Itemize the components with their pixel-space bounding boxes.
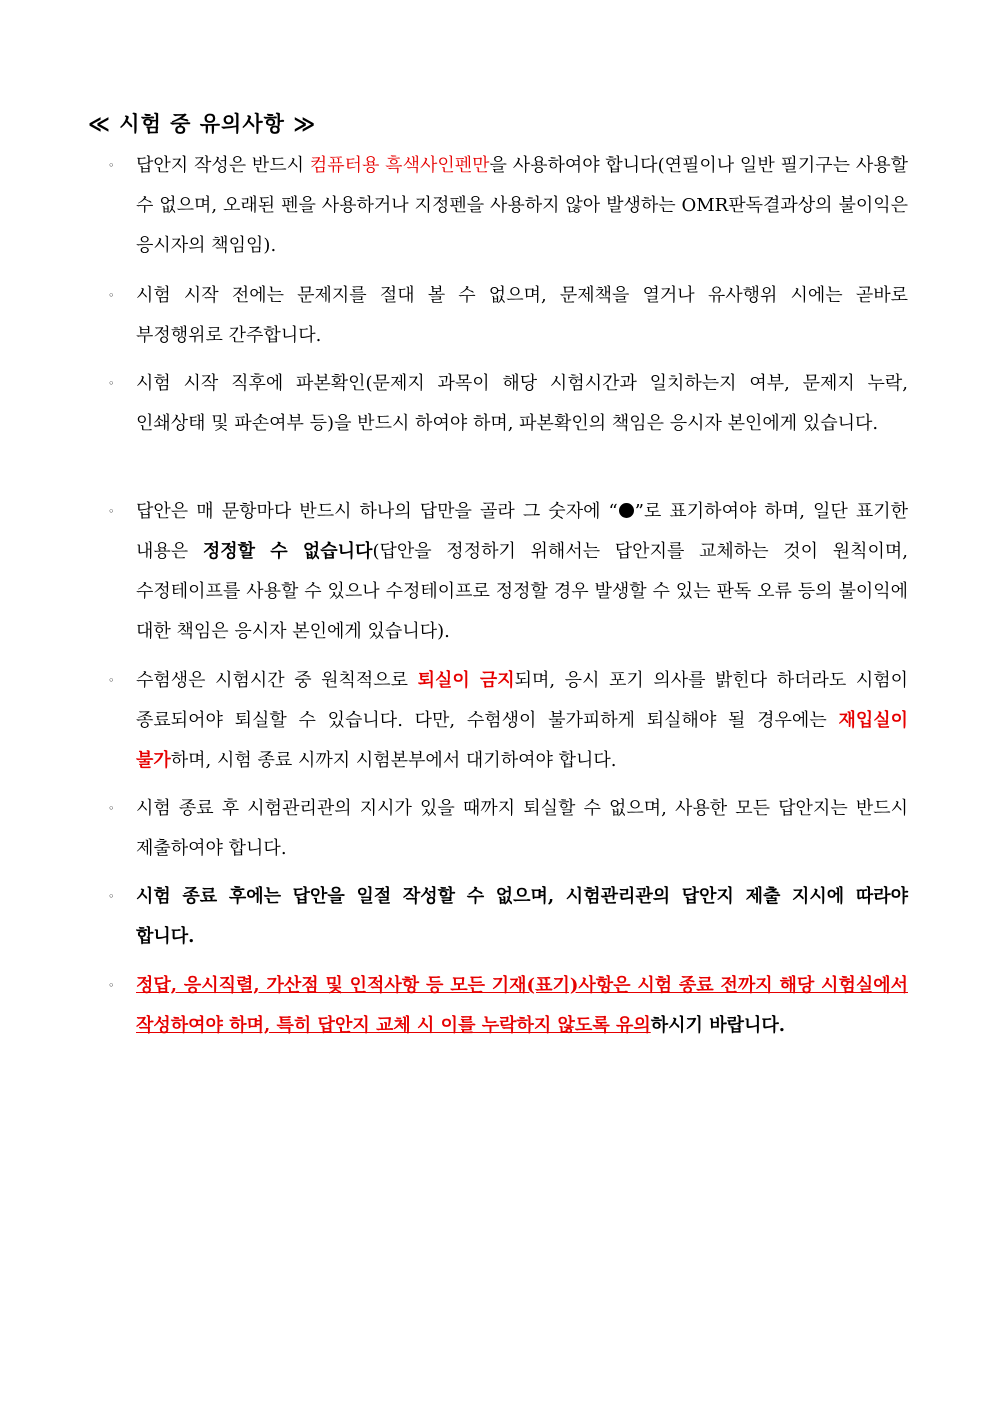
highlight-final-notice: 정답, 응시직렬, 가산점 및 인적사항 등 모든 기재(표기)사항은 시험 종료 전까지 해당 시험실에서 작성하여야 하며, 특히 답안지 교체 시 이를 누락하지 않도록 유의 [136,975,908,1036]
notice-item-3: ◦ 시험 시작 직후에 파본확인(문제지 과목이 해당 시험시간과 일치하는지 여부, 문제지 누락, 인쇄상태 및 파손여부 등)을 반드시 하여야 하며, 파본확인의 책임은 응시자 본인에게 있습니다. [108,373,908,434]
notice-item-8: ◦ 정답, 응시직렬, 가산점 및 인적사항 등 모든 기재(표기)사항은 시험 종료 전까지 해당 시험실에서 작성하여야 하며, 특히 답안지 교체 시 이를 누락하지 않도록 유의하시기 바랍니다. [108,975,908,1036]
notice-item-6: ◦ 시험 종료 후 시험관리관의 지시가 있을 때까지 퇴실할 수 없으며, 사용한 모든 답안지는 반드시 제출하여야 합니다. [108,798,908,859]
notice-item-1: ◦ 답안지 작성은 반드시 컴퓨터용 흑색사인펜만을 사용하여야 합니다(연필이나 일반 필기구는 사용할 수 없으며, 오래된 펜을 사용하거나 지정펜을 사용하지 않아 발생하는 OMR판독결과상의 불이익은 응시자의 책임임). [108,155,908,256]
highlight-pen: 컴퓨터용 흑색사인펜만 [309,155,490,176]
highlight-exit-forbidden: 퇴실이 금지 [417,670,515,691]
notice-item-2: ◦ 시험 시작 전에는 문제지를 절대 볼 수 없으며, 문제책을 열거나 유사행위 시에는 곧바로 부정행위로 간주합니다. [108,285,908,346]
bullet-icon: ◦ [108,979,115,992]
bullet-icon: ◦ [108,802,115,815]
highlight-no-reentry: 재입실이 불가 [136,710,908,771]
bullet-icon: ◦ [108,159,115,172]
notice-item-7: ◦ 시험 종료 후에는 답안을 일절 작성할 수 없으며, 시험관리관의 답안지 제출 지시에 따라야 합니다. [108,886,908,947]
bullet-icon: ◦ [108,377,115,390]
bullet-icon: ◦ [108,674,115,687]
bullet-icon: ◦ [108,505,115,518]
filled-circle-icon [619,503,634,518]
notice-item-4: ◦ 답안은 매 문항마다 반드시 하나의 답만을 골라 그 숫자에 “ ”로 표기하여야 하며, 일단 표기한 내용은 정정할 수 없습니다(답안을 정정하기 위해서는 답안지를 교체하는 것이 원칙이며, 수정테이프를 사용할 수 있으나 수정테이프로 정정할 경우 발생할 수 있는 판독 오류 등의 불이익에 대한 책임은 응시자 본인에게 있습니다). [108,501,909,642]
bullet-icon: ◦ [108,890,115,903]
page-title: ≪ 시험 중 유의사항 ≫ [88,112,317,136]
notice-item-5: ◦ 수험생은 시험시간 중 원칙적으로 퇴실이 금지되며, 응시 포기 의사를 밝힌다 하더라도 시험이 종료되어야 퇴실할 수 있습니다. 다만, 수험생이 불가피하게 퇴실해야 될 경우에는 재입실이 불가하며, 시험 종료 시까지 시험본부에서 대기하여야 합니다. [108,670,908,771]
highlight-no-correction: 정정할 수 없습니다 [202,541,373,562]
bullet-icon: ◦ [108,289,115,302]
